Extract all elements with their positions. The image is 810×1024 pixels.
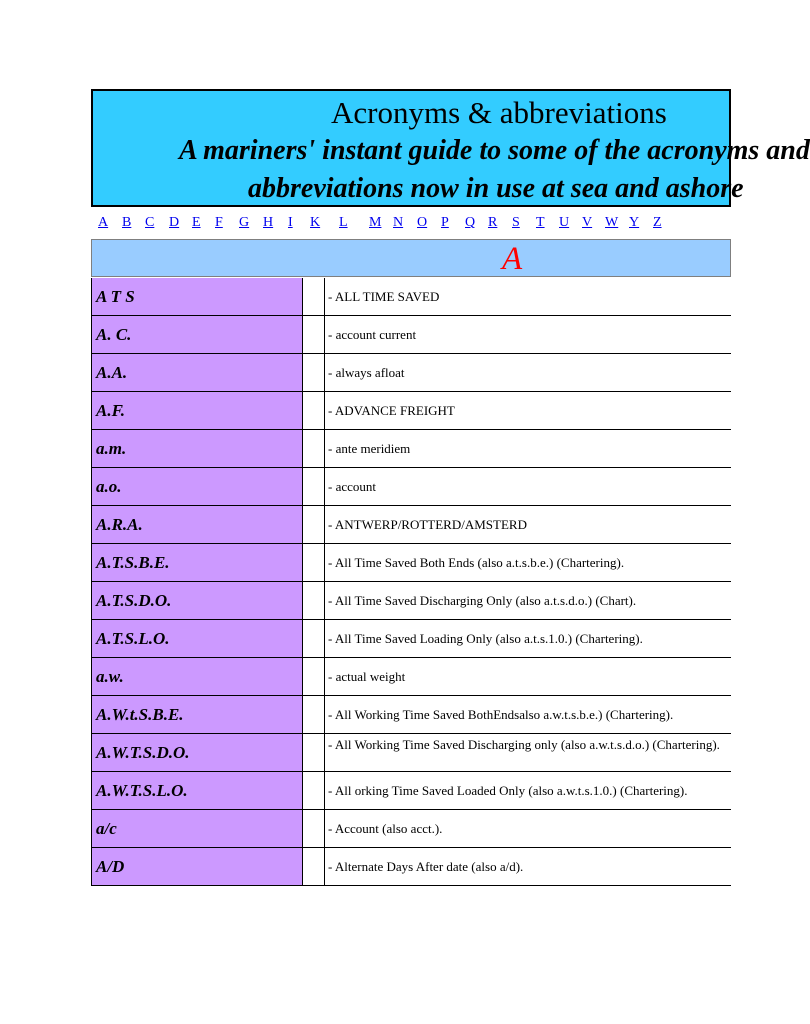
table-row (91, 582, 731, 620)
letter-link-u[interactable]: U (559, 215, 570, 230)
letter-link-g[interactable]: G (239, 215, 250, 230)
definition-cell: - All Time Saved Both Ends (also a.t.s.b.e.) (Chartering). (328, 554, 625, 570)
definition-cell: - ADVANCE FREIGHT (328, 402, 455, 418)
letter-link-p[interactable]: P (441, 215, 449, 230)
table-row (91, 734, 731, 772)
spacer-cell (303, 430, 325, 467)
definition-cell: - All Working Time Saved Discharging only (also a.w.t.s.d.o.) (Chartering). (328, 737, 720, 752)
term-cell: A.W.T.S.D.O. (91, 734, 303, 771)
table-row (91, 696, 731, 734)
definition-cell: - All Working Time Saved BothEndsalso a.w.t.s.b.e.) (Chartering). (328, 706, 674, 722)
table-row (91, 620, 731, 658)
term-cell: a.m. (91, 430, 303, 467)
table-row (91, 354, 731, 392)
letter-link-c[interactable]: C (145, 215, 155, 230)
table-row (91, 392, 731, 430)
table-row (91, 544, 731, 582)
term-cell: A.T.S.L.O. (91, 620, 303, 657)
definition-cell: - All orking Time Saved Loaded Only (also a.w.t.s.1.0.) (Chartering). (328, 782, 688, 798)
table-row (91, 468, 731, 506)
table-row (91, 316, 731, 354)
letter-link-d[interactable]: D (169, 215, 180, 230)
page-title: Acronyms & abbreviations (331, 95, 667, 130)
spacer-cell (303, 772, 325, 809)
table-row (91, 278, 731, 316)
table-row (91, 430, 731, 468)
definition-cell: - always afloat (328, 364, 405, 380)
spacer-cell (303, 658, 325, 695)
letter-link-s[interactable]: S (512, 215, 520, 230)
term-cell: A/D (91, 848, 303, 885)
acronym-table (91, 278, 731, 886)
letter-navigation (91, 213, 731, 235)
term-cell: A.F. (91, 392, 303, 429)
letter-link-l[interactable]: L (339, 215, 348, 230)
spacer-cell (303, 468, 325, 505)
spacer-cell (303, 620, 325, 657)
spacer-cell (303, 278, 325, 315)
section-letter: A (502, 241, 523, 277)
header-banner (91, 89, 810, 207)
term-cell: A.W.T.S.L.O. (91, 772, 303, 809)
letter-link-h[interactable]: H (263, 215, 274, 230)
spacer-cell (303, 316, 325, 353)
section-header (91, 239, 731, 277)
spacer-cell (303, 506, 325, 543)
subtitle-line-2: abbreviations now in use at sea and ashore (248, 173, 744, 204)
definition-cell: - account current (328, 326, 417, 342)
letter-link-f[interactable]: F (215, 215, 223, 230)
definition-cell: - All Time Saved Discharging Only (also a.t.s.d.o.) (Chart). (328, 592, 637, 608)
term-cell: A T S (91, 278, 303, 315)
spacer-cell (303, 582, 325, 619)
term-cell: a.o. (91, 468, 303, 505)
letter-link-m[interactable]: M (369, 215, 382, 230)
term-cell: A.T.S.D.O. (91, 582, 303, 619)
definition-cell: - account (328, 478, 377, 494)
letter-link-z[interactable]: Z (653, 215, 662, 230)
term-cell: A.A. (91, 354, 303, 391)
term-cell: a/c (91, 810, 303, 847)
table-row (91, 506, 731, 544)
definition-cell: - ante meridiem (328, 440, 411, 456)
definition-cell: - ANTWERP/ROTTERD/AMSTERD (328, 516, 527, 532)
letter-link-v[interactable]: V (582, 215, 593, 230)
definition-cell: - actual weight (328, 668, 406, 684)
definition-cell: - ALL TIME SAVED (328, 288, 440, 304)
letter-link-q[interactable]: Q (465, 215, 476, 230)
letter-link-b[interactable]: B (122, 215, 132, 230)
term-cell: A. C. (91, 316, 303, 353)
letter-link-a[interactable]: A (98, 215, 109, 230)
table-row (91, 658, 731, 696)
table-row (91, 810, 731, 848)
subtitle-line-1: A mariners' instant guide to some of the acronyms and (179, 135, 810, 166)
term-cell: A.R.A. (91, 506, 303, 543)
spacer-cell (303, 810, 325, 847)
definition-cell: - Account (also acct.). (328, 820, 443, 836)
term-cell: A.T.S.B.E. (91, 544, 303, 581)
letter-link-w[interactable]: W (605, 215, 619, 230)
spacer-cell (303, 734, 325, 771)
letter-link-n[interactable]: N (393, 215, 404, 230)
spacer-cell (303, 696, 325, 733)
document-sheet (91, 89, 810, 889)
letter-link-i[interactable]: I (288, 215, 293, 230)
letter-link-y[interactable]: Y (629, 215, 640, 230)
table-row (91, 848, 731, 886)
table-row (91, 772, 731, 810)
spacer-cell (303, 392, 325, 429)
definition-cell: - All Time Saved Loading Only (also a.t.s.1.0.) (Chartering). (328, 630, 643, 646)
spacer-cell (303, 354, 325, 391)
letter-link-r[interactable]: R (488, 215, 498, 230)
letter-link-o[interactable]: O (417, 215, 428, 230)
letter-link-e[interactable]: E (192, 215, 201, 230)
definition-cell: - Alternate Days After date (also a/d). (328, 858, 524, 874)
spacer-cell (303, 848, 325, 885)
term-cell: A.W.t.S.B.E. (91, 696, 303, 733)
letter-link-t[interactable]: T (536, 215, 545, 230)
term-cell: a.w. (91, 658, 303, 695)
letter-link-k[interactable]: K (310, 215, 321, 230)
spacer-cell (303, 544, 325, 581)
